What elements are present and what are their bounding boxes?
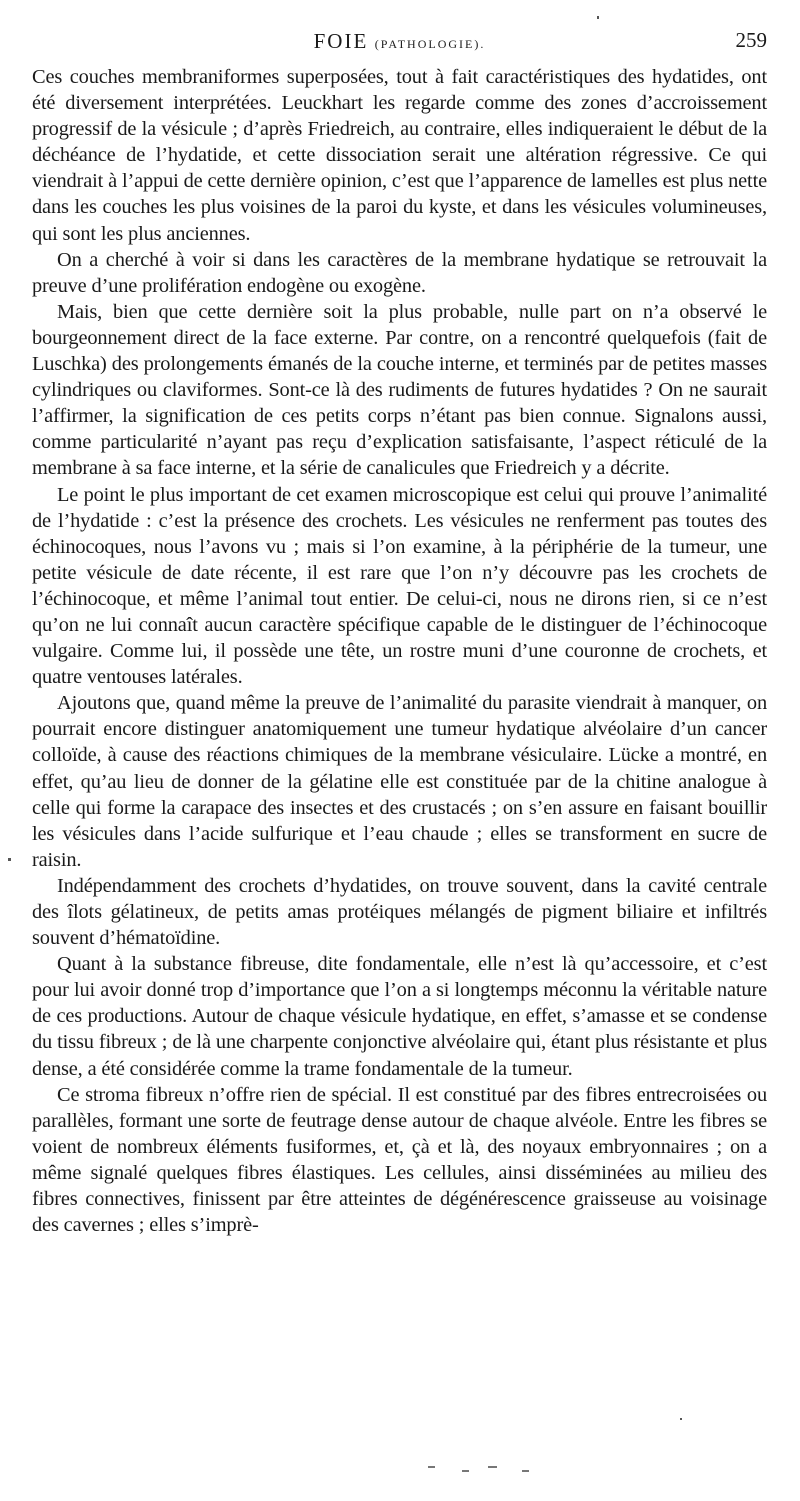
- paragraph: Ce stroma fibreux n’offre rien de spécial. Il est constitué par des fibres entrecroisées ou parallèles, formant une sorte de feutrage dense autour de chaque alvéole. Entre les fibres se voient de nombreux éléments fusiformes, et, çà et là, des noyaux embryonnaires ; on a même signalé quelques fibres élastiques. Les cellules, ainsi disséminées au milieu des fibres connectives, finissent par être atteintes de dégénérescence graisseuse au voisinage des cavernes ; elles s’imprè-: [32, 1083, 767, 1237]
- paragraph: Ajoutons que, quand même la preuve de l’animalité du parasite viendrait à manquer, on pourrait encore distinguer anatomiquement une tumeur hydatique alvéolaire d’un cancer colloïde, à cause des réactions chimiques de la membrane vésiculaire. Lücke a montré, en effet, qu’au lieu de donner de la gélatine elle est constituée par de la chitine analogue à celle qui forme la carapace des insectes et des crustacés ; on s’en assure en faisant bouillir les vésicules dans l’acide sulfurique et l’eau chaude ; elles se transforment en sucre de raisin.: [32, 692, 767, 871]
- scan-speck: [680, 1418, 682, 1420]
- paragraph: Le point le plus important de cet examen microscopique est celui qui prouve l’animalité de l’hydatide : c’est la présence des crochets. Les vésicules ne renferment pas toutes des échinocoques, nous l’avons vu ; mais si l’on examine, à la périphérie de la tumeur, une petite vésicule de date récente, il est rare que l’on n’y découvre pas les crochets de l’échinocoque, et même l’animal tout entier. De celui-ci, nous ne dirons rien, si ce n’est qu’on ne lui connaît aucun caractère spécifique capable de le distinguer de l’échinocoque vulgaire. Comme lui, il possède une tête, un rostre muni d’une couronne de crochets, et quatre ventouses latérales.: [32, 483, 767, 689]
- scan-speck: [488, 1466, 497, 1468]
- paragraph: Indépendamment des crochets d’hydatides, on trouve souvent, dans la cavité centrale des îlots gélatineux, de petits amas protéiques mélangés de pigment biliaire et infiltrés souvent d’hématoïdine.: [32, 874, 767, 950]
- running-title-main: FOIE: [313, 29, 369, 53]
- scan-speck: [597, 16, 599, 19]
- body-text: [32, 64, 767, 1238]
- scan-speck: [462, 1470, 469, 1472]
- running-title-sub: (PATHOLOGIE).: [374, 37, 486, 51]
- scan-speck: [8, 858, 11, 861]
- scan-speck: [522, 1470, 529, 1472]
- page-number: 259: [735, 28, 767, 52]
- scan-speck: [428, 1466, 435, 1468]
- running-title: [32, 28, 767, 54]
- paragraph: Quant à la substance fibreuse, dite fondamentale, elle n’est là qu’accessoire, et c’est pour lui avoir donné trop d’importance que l’on a si longtemps méconnu la véritable nature de ces productions. Autour de chaque vésicule hydatique, en effet, s’amasse et se condense du tissu fibreux ; de là une charpente conjonctive alvéolaire qui, étant plus résistante et plus dense, a été considérée comme la trame fondamentale de la tumeur.: [32, 953, 767, 1080]
- paragraph: Mais, bien que cette dernière soit la plus probable, nulle part on n’a observé le bourgeonnement direct de la face externe. Par contre, on a rencontré quelquefois (fait de Luschka) des prolongements émanés de la couche interne, et terminés par de petites masses cylindriques ou claviformes. Sont-ce là des rudiments de futures hydatides ? On ne saurait l’affirmer, la signification de ces petits corps n’étant pas bien connue. Signalons aussi, comme particularité n’ayant pas reçu d’explication satisfaisante, l’aspect réticulé de la membrane à sa face interne, et la série de canalicules que Friedreich y a décrite.: [32, 300, 767, 480]
- paragraph: On a cherché à voir si dans les caractères de la membrane hydatique se retrouvait la preuve d’une prolifération endogène ou exogène.: [32, 248, 767, 297]
- page-header: [32, 28, 767, 58]
- paragraph: Ces couches membraniformes superposées, tout à fait caractéristiques des hydatides, ont été diversement interprétées. Leuckhart les regarde comme des zones d’accroissement progressif de la vésicule ; d’après Friedreich, au contraire, elles indiqueraient le début de la déchéance de l’hydatide, et cette dissociation serait une altération régressive. Ce qui viendrait à l’appui de cette dernière opinion, c’est que l’apparence de lamelles est plus nette dans les couches les plus voisines de la paroi du kyste, et dans les vésicules volumineuses, qui sont les plus anciennes.: [32, 66, 767, 245]
